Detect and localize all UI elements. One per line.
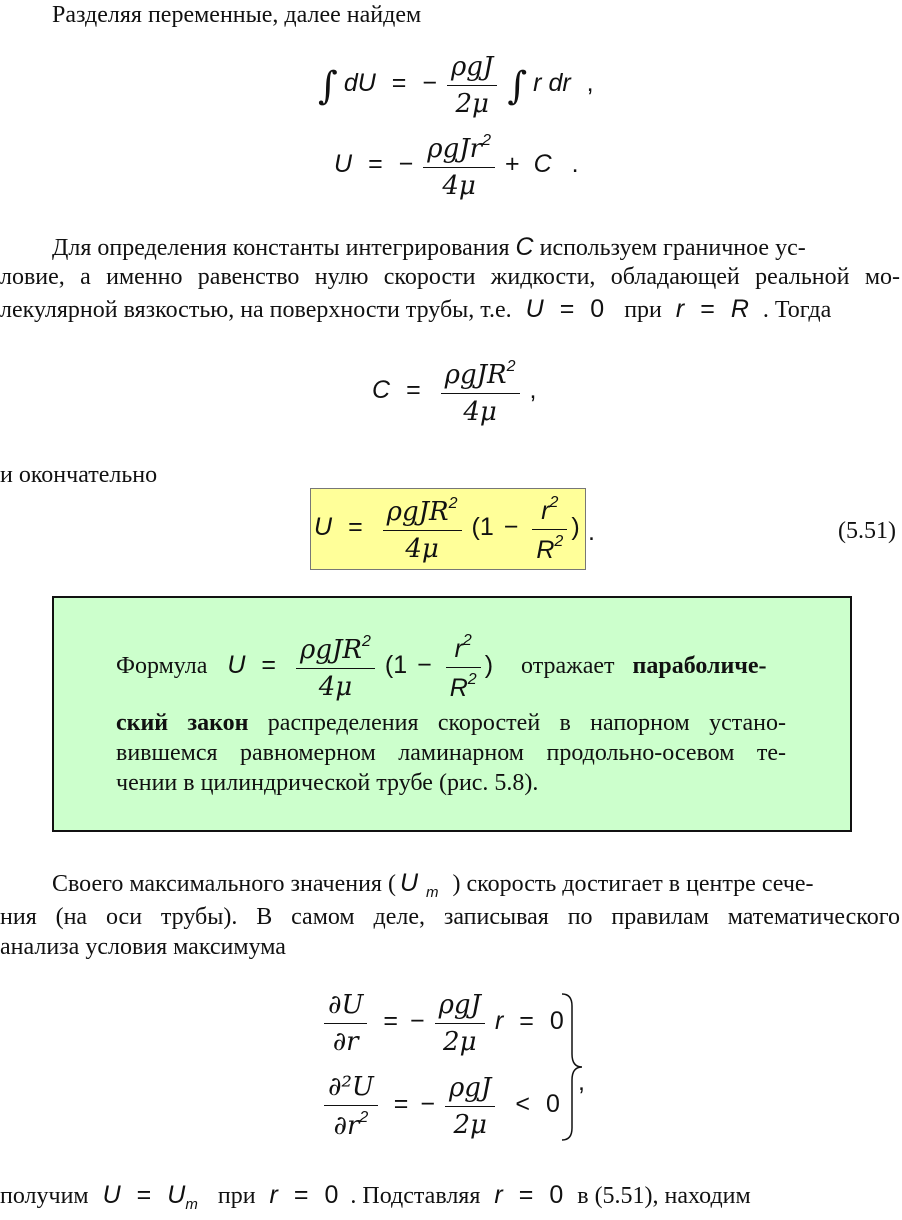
callout-line-3: вившемся равномерном ламинарном продольно-осевом те- bbox=[116, 740, 786, 766]
callout-formula-line: Формула U = $\frac{\rho gJR^2}{4\mu}$ (1 − $\frac{r^2}{R^2}$ ) отражает параболиче- bbox=[116, 632, 767, 702]
callout-line-4: чении в цилиндрической трубе (рис. 5.8). bbox=[116, 770, 539, 796]
equation-parabolic-profile: U = $\frac{\rho gJR^2}{4\mu}$ (1 − $\frac{r^2}{R^2}$ ) bbox=[314, 494, 580, 564]
equation-integral: ∫ dU = − $\frac{\text{ρgJ}}{2\mu}$ ∫ r dr , bbox=[318, 52, 594, 119]
fraction: $\frac{\partial U}{\partial r}$ bbox=[324, 990, 367, 1057]
integral-sign: ∫ bbox=[318, 63, 338, 108]
paragraph-separation: Разделяя переменные, далее найдем bbox=[52, 2, 422, 28]
equation-second-derivative: $\frac{\text{∂²U}}{\partial r^2}$ = − $\frac{\text{ρgJ}}{2\mu}$ < 0 bbox=[320, 1072, 560, 1141]
paragraph-constant-line3: лекулярной вязкостью, на поверхности трубы, т.е. U = 0 при r = R . Тогда bbox=[0, 295, 832, 323]
fraction: $\frac{\rho gJr^2}{4\mu}$ bbox=[423, 132, 495, 201]
fraction: $\frac{\text{ρgJ}}{2\mu}$ bbox=[445, 1073, 495, 1140]
paragraph-result: получим $U = U_m$ при r = 0 . Подставляя r = 0 в (5.51), находим bbox=[0, 1181, 751, 1213]
system-comma: , bbox=[578, 1068, 585, 1096]
fraction: $\frac{r^2}{R^2}$ bbox=[446, 632, 481, 703]
fraction: $\frac{\rho gJR^2}{4\mu}$ bbox=[296, 633, 375, 702]
equation-number: (5.51) bbox=[838, 518, 896, 544]
paragraph-maximum-line3: анализа условия максимума bbox=[0, 934, 286, 960]
equation-first-derivative: $\frac{\partial U}{\partial r}$ = − $\frac{\text{ρgJ}}{2\mu}$ r = 0 bbox=[320, 990, 564, 1057]
fraction: $\frac{\text{ρgJ}}{2\mu}$ bbox=[435, 990, 485, 1057]
right-brace bbox=[560, 992, 584, 1142]
fraction: $\frac{\text{∂²U}}{\partial r^2}$ bbox=[324, 1072, 378, 1141]
paragraph-constant-line1: Для определения константы интегрирования C используем граничное ус- bbox=[52, 233, 806, 261]
equation-period: . bbox=[588, 518, 595, 546]
paragraph-maximum-line1: Своего максимального значения ( U $_m$ ) скорость достигает в центре сече- bbox=[52, 869, 814, 901]
paragraph-constant-line2: ловие, а именно равенство нулю скорости жидкости, обладающей реальной мо- bbox=[0, 264, 900, 290]
callout-line-2: ский закон распределения скоростей в напорном устано- bbox=[116, 710, 787, 736]
paragraph-finally: и окончательно bbox=[0, 462, 158, 488]
fraction: $\frac{r^2}{R^2}$ bbox=[532, 494, 567, 565]
fraction: $\frac{\rho gJR^2}{4\mu}$ bbox=[383, 495, 462, 564]
equation-constant: C = $\frac{\rho gJR^2}{4\mu}$ , bbox=[372, 358, 537, 427]
equation-velocity-general: U = − $\frac{\rho gJr^2}{4\mu}$ + C . bbox=[334, 132, 579, 201]
fraction: $\frac{\rho gJR^2}{4\mu}$ bbox=[441, 358, 520, 427]
paragraph-maximum-line2: ния (на оси трубы). В самом деле, записывая по правилам математического bbox=[0, 904, 900, 930]
fraction: $\frac{\text{ρgJ}}{2\mu}$ bbox=[447, 52, 497, 119]
